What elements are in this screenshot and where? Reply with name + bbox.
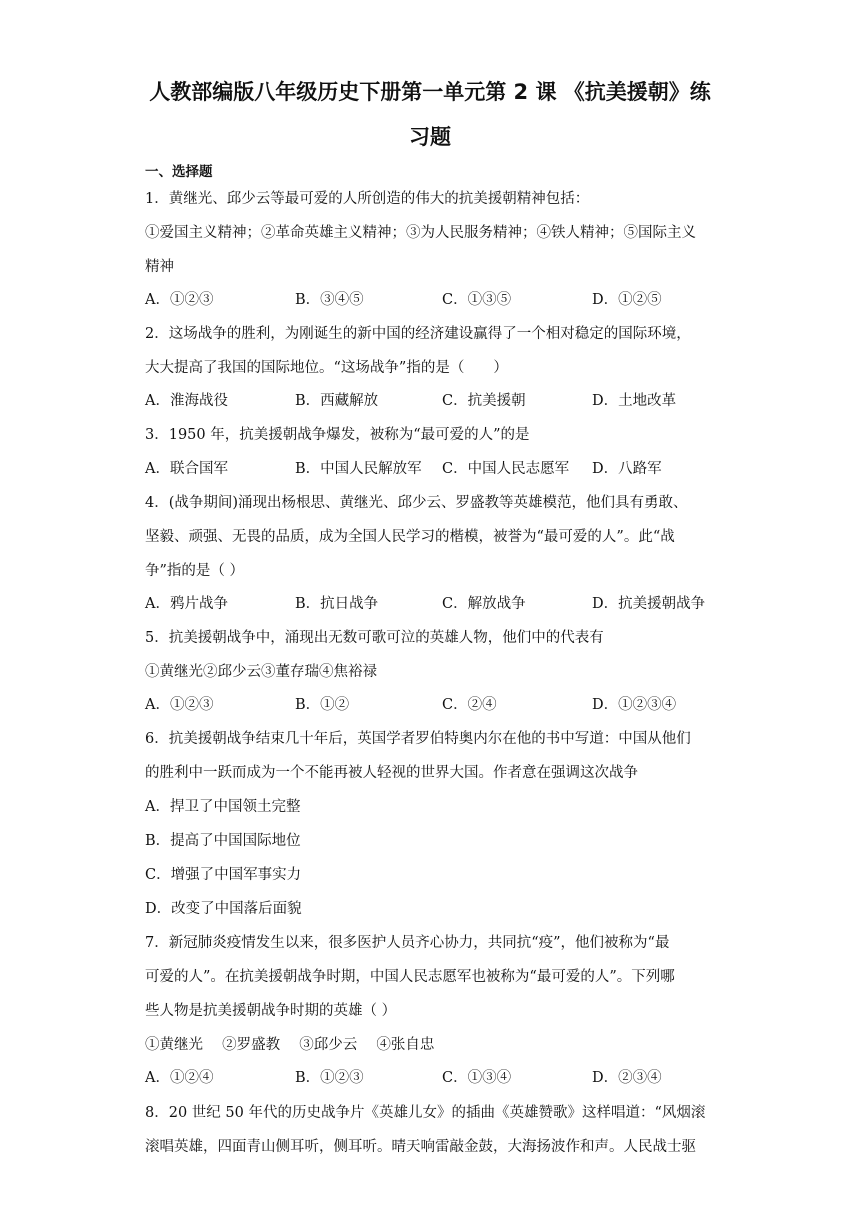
question-3-line-1: 3．1950 年，抗美援朝战争爆发，被称为“最可爱的人”的是 <box>145 427 530 443</box>
option-d: D．抗美援朝战争 <box>592 596 706 612</box>
question-8-line-1: 8．20 世纪 50 年代的历史战争片《英雄儿女》的插曲《英雄赞歌》这样唱道：“风烟滚 <box>145 1105 706 1121</box>
option-c: C．解放战争 <box>442 596 526 612</box>
option-d: D．①②③④ <box>592 697 677 713</box>
option-a: A．①②③ <box>145 292 214 308</box>
question-8-line-2: 滚唱英雄，四面青山侧耳听，侧耳听。晴天响雷敲金鼓，大海扬波作和声。人民战士驱 <box>145 1139 696 1155</box>
question-7-options <box>145 1066 725 1088</box>
option-c: C．中国人民志愿军 <box>442 461 570 477</box>
question-6-option-c: C．增强了中国军事实力 <box>145 867 302 883</box>
option-b: B．①②③ <box>295 1070 364 1086</box>
option-d: D．①②⑤ <box>592 292 662 308</box>
section-heading: 一、选择题 <box>145 164 213 180</box>
question-2-line-1: 2．这场战争的胜利，为刚诞生的新中国的经济建设赢得了一个相对稳定的国际环境， <box>145 326 691 342</box>
question-6-option-b: B．提高了中国国际地位 <box>145 833 301 849</box>
option-b: B．西藏解放 <box>295 393 379 409</box>
question-6-option-a: A．捍卫了中国领土完整 <box>145 799 301 815</box>
document-title-line-1: 人教部编版八年级历史下册第一单元第 2 课 《抗美援朝》练 <box>149 80 711 104</box>
question-1-line-2: ①爱国主义精神；②革命英雄主义精神；③为人民服务精神；④铁人精神；⑤国际主义 <box>145 225 696 241</box>
option-a: A．联合国军 <box>145 461 228 477</box>
question-4-line-2: 坚毅、顽强、无畏的品质，成为全国人民学习的楷模，被誉为“最可爱的人”。此“战 <box>145 529 675 545</box>
question-7-line-3: 些人物是抗美援朝战争时期的英雄（ ） <box>145 1003 397 1019</box>
option-b: B．③④⑤ <box>295 292 364 308</box>
question-5-line-1: 5．抗美援朝战争中，涌现出无数可歌可泣的英雄人物，他们中的代表有 <box>145 630 604 646</box>
question-2-line-2: 大大提高了我国的国际地位。“这场战争”指的是（ ） <box>145 360 508 376</box>
question-6-line-2: 的胜利中一跃而成为一个不能再被人轻视的世界大国。作者意在强调这次战争 <box>145 765 638 781</box>
question-1-line-3: 精神 <box>145 259 174 275</box>
question-6-option-d: D．改变了中国落后面貌 <box>145 901 302 917</box>
option-b: B．中国人民解放军 <box>295 461 422 477</box>
question-5-options <box>145 693 725 715</box>
question-1-options <box>145 288 725 310</box>
question-4-line-3: 争”指的是（ ） <box>145 563 245 579</box>
option-c: C．①③⑤ <box>442 292 512 308</box>
question-7-line-1: 7．新冠肺炎疫情发生以来，很多医护人员齐心协力，共同抗“疫”，他们被称为“最 <box>145 935 670 951</box>
question-6-line-1: 6．抗美援朝战争结束几十年后，英国学者罗伯特奥内尔在他的书中写道：中国从他们 <box>145 731 691 747</box>
document-title-line-2: 习题 <box>409 125 451 149</box>
option-a: A．①②③ <box>145 697 214 713</box>
option-c: C．抗美援朝 <box>442 393 526 409</box>
option-a: A．淮海战役 <box>145 393 228 409</box>
question-2-options <box>145 389 725 411</box>
question-7-line-2: 可爱的人”。在抗美援朝战争时期，中国人民志愿军也被称为“最可爱的人”。下列哪 <box>145 969 675 985</box>
option-a: A．①②④ <box>145 1070 214 1086</box>
question-4-options <box>145 592 725 614</box>
option-b: B．①② <box>295 697 350 713</box>
question-4-line-1: 4．(战争期间)涌现出杨根思、黄继光、邱少云、罗盛教等英雄模范，他们具有勇敢、 <box>145 495 688 511</box>
question-1-line-1: 1．黄继光、邱少云等最可爱的人所创造的伟大的抗美援朝精神包括： <box>145 191 590 207</box>
question-7-line-4: ①黄继光 ②罗盛教 ③邱少云 ④张自忠 <box>145 1037 435 1053</box>
question-5-line-2: ①黄继光②邱少云③董存瑞④焦裕禄 <box>145 664 377 680</box>
option-b: B．抗日战争 <box>295 596 379 612</box>
option-c: C．②④ <box>442 697 497 713</box>
option-d: D．土地改革 <box>592 393 677 409</box>
option-a: A．鸦片战争 <box>145 596 228 612</box>
option-d: D．八路军 <box>592 461 662 477</box>
option-d: D．②③④ <box>592 1070 662 1086</box>
question-3-options <box>145 457 725 479</box>
option-c: C．①③④ <box>442 1070 512 1086</box>
